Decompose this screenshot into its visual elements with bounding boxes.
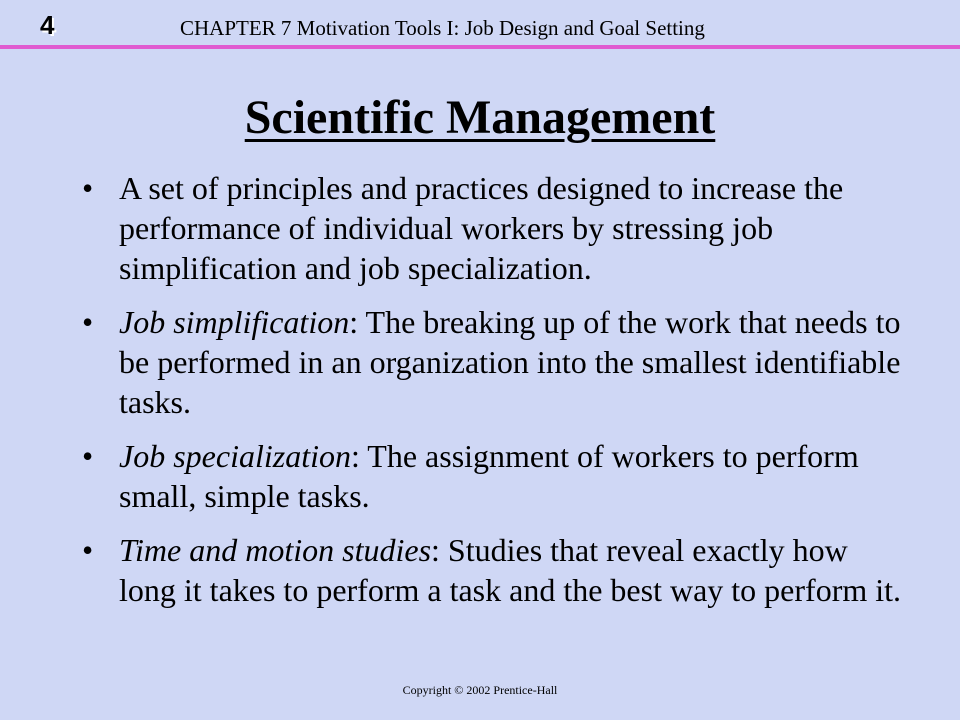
copyright-footer: Copyright © 2002 Prentice-Hall bbox=[402, 683, 558, 697]
bullet-marker: • bbox=[82, 438, 94, 474]
bullet-marker: • bbox=[82, 532, 94, 568]
bullet-item bbox=[82, 436, 902, 516]
bullet-term: Job simplification bbox=[119, 304, 350, 340]
bullet-text: : The assignment of workers to perform small, simple tasks. bbox=[119, 438, 859, 514]
slide-number: 4 bbox=[40, 10, 55, 40]
bullet-item bbox=[82, 530, 902, 610]
bullet-item bbox=[82, 168, 902, 288]
bullet-text: : The breaking up of the work that needs to be performed in an organization into the smallest identifiable tasks. bbox=[119, 304, 901, 420]
slide-title: Scientific Management bbox=[244, 91, 716, 144]
bullet-marker: • bbox=[82, 170, 94, 206]
bullet-marker: • bbox=[82, 304, 94, 340]
bullet-text: : Studies that reveal exactly how long it takes to perform a task and the best way to perform it. bbox=[119, 532, 902, 608]
bullet-list bbox=[82, 168, 902, 624]
bullet-term: Job specialization bbox=[119, 438, 351, 474]
chapter-header: CHAPTER 7 Motivation Tools I: Job Design and Goal Setting bbox=[180, 16, 705, 40]
bullet-text: A set of principles and practices designed to increase the performance of individual workers by stressing job simplification and job specialization. bbox=[119, 170, 844, 286]
header-divider bbox=[0, 45, 960, 49]
bullet-item bbox=[82, 302, 902, 422]
bullet-term: Time and motion studies bbox=[119, 532, 432, 568]
